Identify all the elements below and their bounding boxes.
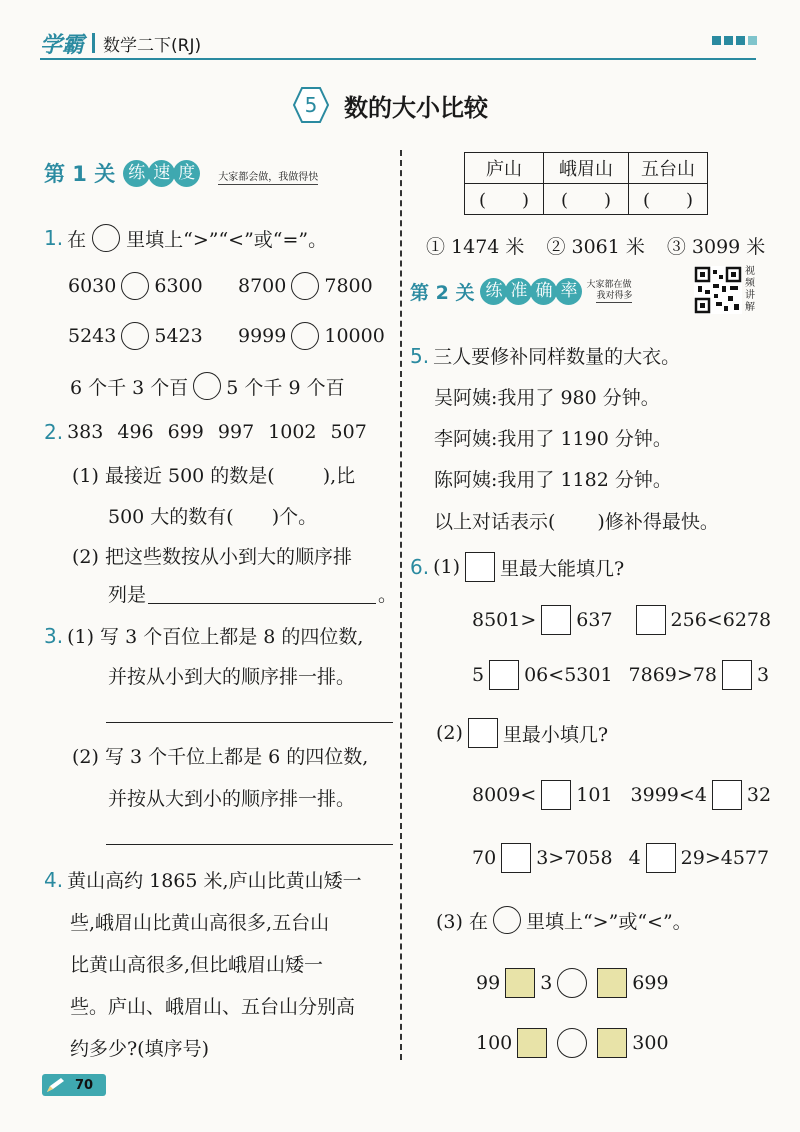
q5-conclusion: 以上对话表示( )修补得最快。	[434, 511, 719, 533]
answer-box[interactable]	[501, 843, 531, 873]
q1-row1: 6030 6300	[68, 272, 203, 300]
mountain-table-wrap	[464, 152, 708, 215]
answer-cell[interactable]: ( )	[629, 184, 708, 215]
q2-part2-line1: (2) 把这些数按从小到大的顺序排	[72, 546, 352, 568]
answer-circle[interactable]	[557, 968, 587, 998]
answer-circle[interactable]	[291, 272, 319, 300]
answer-box[interactable]	[597, 968, 627, 998]
svg-text:5: 5	[304, 93, 318, 117]
q5-line4: 陈阿姨:我用了 1182 分钟。	[434, 469, 672, 491]
book-title: 数学二下(RJ)	[103, 35, 202, 56]
answer-box[interactable]	[541, 605, 571, 635]
q3-part2-line2: 并按从大到小的顺序排一排。	[108, 788, 356, 810]
q6-row4: 70 3>7058 4 29>4577	[472, 843, 769, 873]
q6-row3: 8009< 101 3999<4 32	[472, 780, 771, 810]
q1-row2: 5243 5423	[68, 322, 203, 350]
q1-row3: 6 个千 3 个百 5 个千 9 个百	[70, 372, 345, 400]
q1-row2b: 9999 10000	[238, 322, 385, 350]
answer-box[interactable]	[489, 660, 519, 690]
q1-sample-circle	[92, 224, 120, 252]
q1-row1b: 8700 7800	[238, 272, 373, 300]
q6-part3-title: (3) 在 里填上“>”或“<”。	[436, 906, 692, 934]
column-divider	[400, 150, 402, 1060]
answer-circle[interactable]	[121, 272, 149, 300]
level2-tag: 练 准 确 率	[480, 278, 580, 305]
q4-line4: 些。庐山、峨眉山、五台山分别高	[70, 996, 356, 1018]
q4-line3: 比黄山高很多,但比峨眉山矮一	[70, 954, 324, 976]
answer-box[interactable]	[517, 1028, 547, 1058]
q3-part1-line1: 3. (1) 写 3 个百位上都是 8 的四位数,	[44, 623, 364, 648]
level2-slogan: 大家都在做 我对得多	[586, 280, 633, 301]
answer-circle[interactable]	[557, 1028, 587, 1058]
q6-sample-box	[468, 718, 498, 748]
mountain-table	[464, 152, 708, 215]
q5-line3: 李阿姨:我用了 1190 分钟。	[434, 428, 672, 450]
q5-line1: 5. 三人要修补同样数量的大衣。	[410, 343, 681, 368]
q2-part2-line2: 列是 。	[108, 584, 398, 606]
qr-code-icon[interactable]	[694, 266, 742, 314]
answer-box[interactable]	[541, 780, 571, 810]
q6-row1: 8501> 637 256<6278	[472, 605, 771, 635]
answer-cell[interactable]: ( )	[465, 184, 544, 215]
unit-title: 数的大小比较	[344, 93, 488, 122]
answer-circle[interactable]	[121, 322, 149, 350]
q2-part1-line2: 500 大的数有( )个。	[108, 506, 318, 528]
q3-answer-line-1[interactable]	[106, 722, 393, 723]
q6-sample-box	[465, 552, 495, 582]
answer-box[interactable]	[597, 1028, 627, 1058]
table-header: 庐山	[465, 153, 544, 184]
mountain-options: ① 1474 米 ② 3061 米 ③ 3099 米	[426, 236, 766, 258]
page-number: 70	[75, 1077, 94, 1093]
answer-box[interactable]	[505, 968, 535, 998]
q6-row2: 5 06<5301 7869>78 3	[472, 660, 769, 690]
answer-circle[interactable]	[193, 372, 221, 400]
answer-circle[interactable]	[291, 322, 319, 350]
answer-box[interactable]	[636, 605, 666, 635]
header-rule	[40, 58, 756, 60]
q2-answer-line[interactable]	[148, 583, 376, 604]
table-header: 五台山	[629, 153, 708, 184]
q3-part2-line1: (2) 写 3 个千位上都是 6 的四位数,	[72, 746, 369, 768]
q4-line1: 4. 黄山高约 1865 米,庐山比黄山矮一	[44, 867, 362, 892]
answer-box[interactable]	[646, 843, 676, 873]
pencil-icon	[45, 1076, 67, 1094]
level1-slogan: 大家都会做，我做得快	[218, 168, 318, 185]
brand-logo: 学霸	[40, 32, 85, 58]
q6-row6: 100 300	[476, 1028, 669, 1058]
page-footer	[42, 1074, 106, 1096]
header	[40, 28, 201, 58]
q4-line2: 些,峨眉山比黄山高很多,五台山	[70, 912, 330, 934]
answer-box[interactable]	[712, 780, 742, 810]
level2-heading	[410, 278, 632, 305]
video-label: 视 频 讲 解	[745, 266, 755, 313]
q2-numbers: 2. 383 496 699 997 1002 507	[44, 420, 367, 444]
q1-title: 1. 在 里填上“>”“<”或“=”。	[44, 226, 328, 251]
level1-heading	[44, 158, 318, 188]
header-divider	[92, 33, 95, 53]
q6-part2-title: (2) 里最小填几?	[436, 718, 608, 748]
answer-box[interactable]	[722, 660, 752, 690]
level2-label: 第 2 关	[410, 282, 475, 304]
q6-sample-circle	[493, 906, 521, 934]
q2-part1-line1: (1) 最接近 500 的数是( ),比	[72, 465, 356, 487]
q5-line2: 吴阿姨:我用了 980 分钟。	[434, 387, 660, 409]
level1-tag: 练 速 度	[123, 160, 198, 187]
unit-number-badge	[292, 86, 330, 124]
q6-row5: 99 3 699	[476, 968, 669, 998]
q3-part1-line2: 并按从小到大的顺序排一排。	[108, 666, 356, 688]
unit-heading	[292, 86, 488, 124]
q4-line5: 约多少?(填序号)	[70, 1038, 210, 1060]
q3-answer-line-2[interactable]	[106, 844, 393, 845]
answer-cell[interactable]: ( )	[544, 184, 629, 215]
table-header: 峨眉山	[544, 153, 629, 184]
q6-part1-title: 6. (1) 里最大能填几?	[410, 552, 624, 582]
level1-label: 第 1 关	[44, 162, 116, 186]
header-squares	[712, 36, 757, 45]
